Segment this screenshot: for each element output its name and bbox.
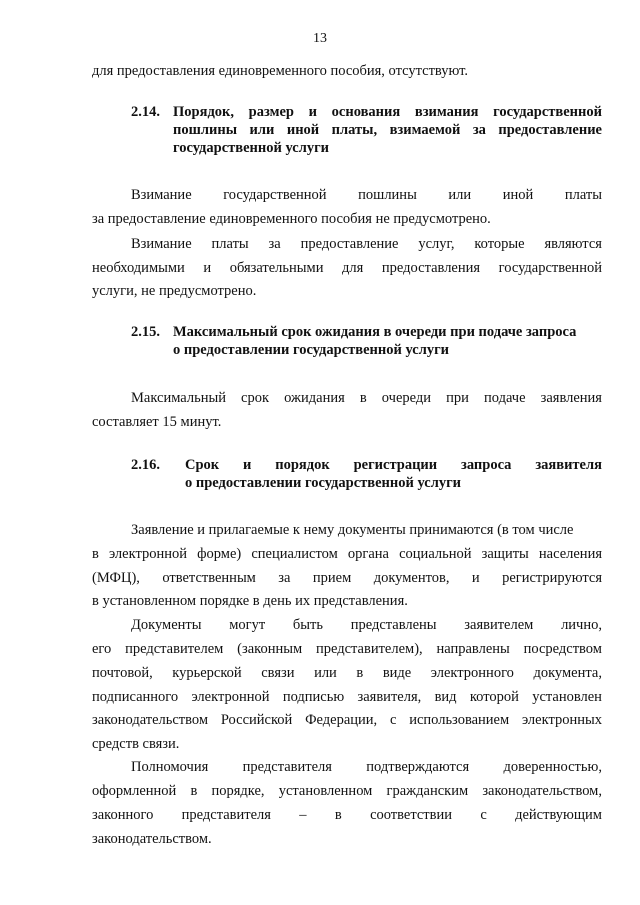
word: заявителя,: [357, 689, 422, 705]
paragraph-line: [92, 259, 602, 277]
word: связи: [261, 665, 295, 681]
word: порядок: [275, 457, 330, 473]
paragraph-line: [92, 545, 602, 563]
word: Российской: [220, 712, 293, 728]
word: или: [314, 665, 337, 681]
word: представителя: [181, 807, 271, 823]
word: подписанного: [92, 689, 179, 705]
word: (законным: [237, 641, 303, 657]
word: регистрации: [353, 457, 438, 473]
section-title-line: о предоставлении государственной услуги: [173, 342, 450, 358]
word: представителя: [242, 759, 332, 775]
word: Документы: [131, 617, 202, 633]
word: Федерации,: [305, 712, 378, 728]
section-title-line: [173, 121, 602, 139]
word: органа: [347, 546, 389, 562]
word: и: [243, 457, 252, 473]
word: пошлины: [173, 122, 238, 138]
word: очереди: [381, 390, 432, 406]
word: государственной: [223, 187, 327, 203]
word: –: [299, 807, 307, 823]
word: подтверждаются: [366, 759, 470, 775]
word: населения: [538, 546, 602, 562]
word: вид: [434, 689, 457, 705]
paragraph-line: за предоставление единовременного пособия не предусмотрено.: [92, 211, 491, 227]
word: размер: [248, 104, 294, 120]
word: представителем: [125, 641, 224, 657]
word: ожидания: [284, 390, 345, 406]
section-number: 2.16.: [131, 457, 160, 473]
word: которой: [469, 689, 519, 705]
word: прием: [312, 570, 352, 586]
word: соответствии: [370, 807, 452, 823]
word: при: [446, 390, 469, 406]
paragraph-line: [92, 569, 602, 587]
paragraph-line: услуги, не предусмотрено.: [92, 283, 257, 299]
section-number: 2.15.: [131, 324, 160, 340]
word: установленном: [278, 783, 373, 799]
paragraph-line: [92, 806, 602, 824]
paragraph-line: Заявление и прилагаемые к нему документы принимаются (в том числе: [131, 522, 574, 538]
section-title-line: Максимальный срок ожидания в очереди при подаче запроса: [173, 324, 577, 340]
word: для: [342, 260, 364, 276]
word: платы,: [331, 122, 378, 138]
word: в: [190, 783, 198, 799]
word: в: [359, 390, 367, 406]
word: использованием: [409, 712, 510, 728]
word: гражданским: [386, 783, 469, 799]
word: взимания: [414, 104, 479, 120]
paragraph-line: в установленном порядке в день их представления.: [92, 593, 408, 609]
paragraph-line: [131, 616, 602, 634]
word: иной: [286, 122, 320, 138]
word: предоставление: [300, 236, 399, 252]
word: заявления: [540, 390, 602, 406]
word: заявителем: [464, 617, 534, 633]
word: обязательными: [229, 260, 324, 276]
word: необходимыми: [92, 260, 185, 276]
word: посредством: [523, 641, 602, 657]
word: порядке,: [211, 783, 265, 799]
word: подаче: [483, 390, 526, 406]
word: (МФЦ),: [92, 570, 140, 586]
word: социальной: [399, 546, 472, 562]
word: законного: [92, 807, 154, 823]
word: основания: [331, 104, 401, 120]
word: законодательством: [92, 712, 209, 728]
word: или: [249, 122, 275, 138]
word: почтовой,: [92, 665, 153, 681]
word: платы: [564, 187, 602, 203]
word: документа,: [533, 665, 602, 681]
word: Срок: [185, 457, 220, 473]
paragraph-line: [92, 664, 602, 682]
word: с: [480, 807, 487, 823]
word: быть: [292, 617, 323, 633]
word: оформленной: [92, 783, 177, 799]
word: в: [356, 665, 364, 681]
word: представителем),: [315, 641, 423, 657]
word: иной: [502, 187, 534, 203]
word: установлен: [532, 689, 602, 705]
word: запроса: [461, 457, 512, 473]
word: электронного: [430, 665, 514, 681]
word: электронной: [191, 689, 270, 705]
word: срок: [241, 390, 270, 406]
word: в: [92, 546, 99, 562]
word: государственной: [498, 260, 602, 276]
word: пошлины: [358, 187, 417, 203]
word: специалистом: [251, 546, 338, 562]
word: виде: [382, 665, 412, 681]
word: защиты: [481, 546, 529, 562]
paragraph-line: законодательством.: [92, 831, 212, 847]
word: курьерской: [172, 665, 242, 681]
word: направлены: [436, 641, 510, 657]
word: законодательством,: [482, 783, 602, 799]
paragraph-line: составляет 15 минут.: [92, 414, 222, 430]
word: его: [92, 641, 112, 657]
section-title-line: [173, 103, 602, 121]
word: являются: [544, 236, 602, 252]
word: лично,: [561, 617, 602, 633]
word: предоставления: [381, 260, 481, 276]
word: и: [203, 260, 212, 276]
word: Полномочия: [131, 759, 209, 775]
paragraph-line: [131, 235, 602, 253]
word: которые: [474, 236, 525, 252]
word: с: [389, 712, 397, 728]
word: электронной: [108, 546, 187, 562]
word: подписью: [282, 689, 345, 705]
word: регистрируются: [502, 570, 602, 586]
paragraph-line: [92, 782, 602, 800]
word: взимаемой: [389, 122, 461, 138]
word: действующим: [515, 807, 602, 823]
word: доверенностью,: [503, 759, 602, 775]
word: Взимание: [131, 236, 192, 252]
word: и: [308, 104, 317, 120]
word: Порядок,: [173, 104, 235, 120]
paragraph-line: [131, 389, 602, 407]
word: за: [268, 236, 281, 252]
word: или: [448, 187, 472, 203]
word: государственной: [493, 104, 602, 120]
word: в: [334, 807, 342, 823]
word: Максимальный: [131, 390, 226, 406]
word: за: [278, 570, 291, 586]
text-line: для предоставления единовременного пособия, отсутствуют.: [92, 63, 469, 79]
page-number: 13: [313, 31, 327, 46]
section-title-line: о предоставлении государственной услуги: [185, 475, 462, 491]
section-title-line: [185, 456, 602, 474]
paragraph-line: средств связи.: [92, 736, 180, 752]
word: за: [472, 122, 486, 138]
paragraph-line: [131, 758, 602, 776]
word: Взимание: [131, 187, 192, 203]
word: предоставление: [498, 122, 602, 138]
word: заявителя: [535, 457, 602, 473]
word: ответственным: [162, 570, 256, 586]
word: форме): [197, 546, 242, 562]
word: и: [471, 570, 480, 586]
word: платы: [211, 236, 249, 252]
paragraph-line: [92, 688, 602, 706]
section-number: 2.14.: [131, 104, 160, 120]
word: документов,: [373, 570, 450, 586]
word: представлены: [350, 617, 437, 633]
section-title-line: государственной услуги: [173, 140, 330, 156]
word: могут: [229, 617, 266, 633]
word: электронных: [521, 712, 602, 728]
word: услуг,: [418, 236, 455, 252]
paragraph-line: [92, 640, 602, 658]
paragraph-line: [131, 186, 602, 204]
paragraph-line: [92, 711, 602, 729]
